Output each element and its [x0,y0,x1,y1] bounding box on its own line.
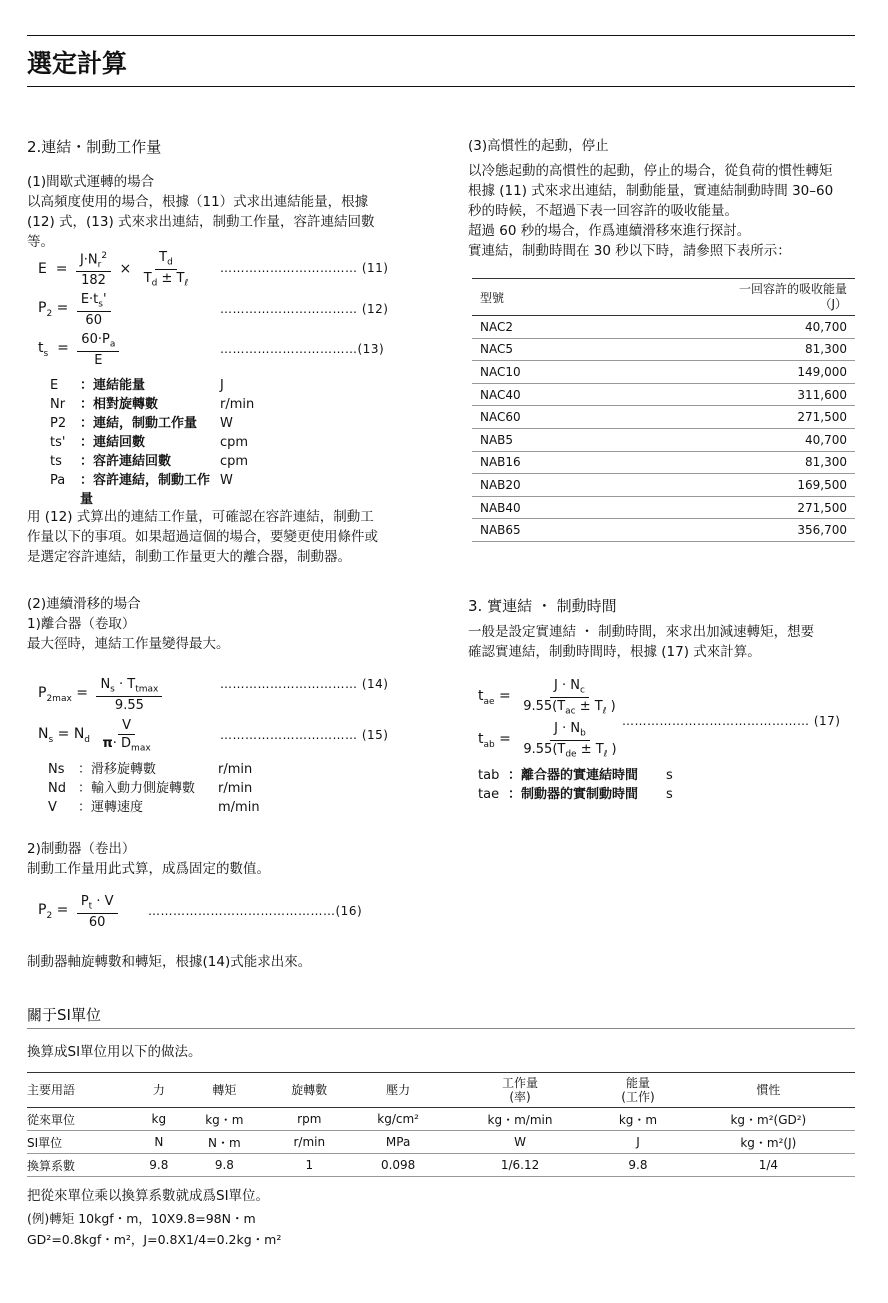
page-title: 選定計算 [27,49,128,78]
high-inertia-line4: 超過 60 秒的場合，作爲連續滑移來進行探討。 [468,223,751,239]
para1-line1: 以高頻度使用的場合，根據（11）式求出連結能量，根據 [27,194,369,210]
table-cell: 從來單位 [27,1108,137,1131]
table-cell: r/min [268,1131,350,1154]
column-header: 工作量 (率) [446,1073,594,1108]
para2-line1: 用 (12) 式算出的連結工作量，可確認在容許連結，制動工 [27,509,374,525]
table-row [472,406,855,429]
column-header-energy: 一回容許的吸收能量 （J） [592,279,855,316]
si-note-3: GD²=0.8kgf・m²，J=0.8X1/4=0.2kg・m² [27,1232,282,1247]
definition-row: tab ：離合器的實連結時間 s [478,768,673,783]
subsection-2-title: (2)連續滑移的場合 [27,596,141,612]
para1-line2: (12) 式，(13) 式來求出連結，制動工作量，容許連結回數 [27,214,375,230]
model-cell: NAB16 [472,451,592,474]
energy-cell: 81,300 [592,451,855,474]
table-row [472,519,855,542]
energy-cell: 311,600 [592,383,855,406]
table-cell: kg・m/min [446,1108,594,1131]
model-cell: NAC60 [472,406,592,429]
high-inertia-line2: 根據 (11) 式來求出連結，制動能量，實連結制動時間 30–60 [468,183,834,199]
table-cell: W [446,1131,594,1154]
energy-cell: 271,500 [592,406,855,429]
high-inertia-line3: 秒的時候，不超過下表一回容許的吸收能量。 [468,203,738,219]
table-cell: kg・m²(GD²) [682,1108,855,1131]
definition-row: ts' ：連結回數 cpm [50,435,249,450]
energy-cell: 40,700 [592,428,855,451]
title-rule [27,86,855,87]
column-header: 壓力 [350,1073,445,1108]
si-heading: 關于SI單位 [27,1006,101,1024]
formula-17-tag: (17) [813,714,841,728]
table-cell: kg・m [594,1108,681,1131]
energy-cell: 271,500 [592,496,855,519]
si-note-2: (例)轉矩 10kgf・m，10X9.8=98N・m [27,1211,256,1226]
high-inertia-line1: 以冷態起動的高慣性的起動，停止的場合，從負荷的慣性轉矩 [468,163,833,179]
table-cell: 1 [268,1154,350,1177]
formula-13-tag: (13) [357,342,385,356]
table-row [472,338,855,361]
brake-title: 2)制動器（卷出） [27,841,136,857]
symbol-definitions [50,376,254,509]
brake-text: 制動工作量用此式算，成爲固定的數值。 [27,861,270,877]
table-cell: 0.098 [350,1154,445,1177]
para2-line3: 是選定容許連結，制動工作量更大的離合器，制動器。 [27,549,351,565]
si-intro: 換算成SI單位用以下的做法。 [27,1044,202,1060]
high-inertia-line5: 實連結，制動時間在 30 秒以下時，請參照下表所示： [468,243,791,259]
table-cell: 1/6.12 [446,1154,594,1177]
section-2-heading: 2.連結・制動工作量 [27,138,162,156]
table-row [472,428,855,451]
formula-15: $N_s = N_d$ $\frac{V}{\pi\cdot D_{max}}$ [38,718,151,754]
time-definitions [478,766,673,804]
table-cell: kg・m²(J) [682,1131,855,1154]
definition-row: ts ：容許連結回數 cpm [50,454,249,469]
clutch-definitions [48,760,260,817]
definition-row: Nd ：輸入動力側旋轉數 r/min [48,781,253,796]
para1-line3: 等。 [27,234,54,250]
model-cell: NAB20 [472,474,592,497]
formula-14: $P_{2max}$ = $\frac{N_s \cdot T_{tmax}}{9.55}$ [38,677,166,713]
brake-note: 制動器軸旋轉數和轉矩，根據(14)式能求出來。 [27,954,312,970]
formula-12-tag: (12) [361,302,389,316]
table-cell: MPa [350,1131,445,1154]
clutch-text: 最大徑時，連結工作量變得最大。 [27,636,230,652]
formula-16: $P_2$ = $\frac{P_t \cdot V}{60}$ [38,894,122,930]
section-3-heading: 3. 實連結 ・ 制動時間 [468,597,617,615]
clutch-title: 1)離合器（卷取） [27,616,136,632]
definition-row: P2 ：連結，制動工作量 W [50,416,233,431]
table-cell: kg・m [181,1108,268,1131]
definition-row: Nr ：相對旋轉數 r/min [50,397,255,412]
energy-cell: 40,700 [592,316,855,339]
formula-17-leader: ……………………………………… (17) [622,714,841,728]
table-row [472,474,855,497]
section-3-line2: 確認實連結，制動時間時，根據 (17) 式來計算。 [468,644,761,660]
table-row [27,1154,855,1177]
formula-12-leader: …………………………… (12) [220,302,389,316]
formula-17a: $t_{ae}$ = $\frac{J \cdot N_c}{9.55(T_{ac} \pm T_\ell )}$ [478,678,616,717]
table-cell: 9.8 [594,1154,681,1177]
formula-13: $t_s$ = $\frac{60\cdot P_a}{E}$ [38,332,123,368]
si-conversion-table [27,1072,855,1177]
formula-17b: $t_{ab}$ = $\frac{J \cdot N_b}{9.55(T_{de} \pm T_\ell )}$ [478,721,617,760]
table-cell: kg/cm² [350,1108,445,1131]
column-header-model: 型號 [472,279,592,316]
table-header-row [472,279,855,316]
subsection-1-title: (1)間歇式運轉的場合 [27,174,155,190]
definition-row: E ：連結能量 J [50,378,224,393]
column-header: 主要用語 [27,1073,137,1108]
section-3-line1: 一般是設定實連結 ・ 制動時間，來求出加減速轉矩，想要 [468,624,815,640]
table-row [27,1131,855,1154]
column-header: 慣性 [682,1073,855,1108]
table-row [472,361,855,384]
top-rule [27,35,855,36]
si-rule [27,1028,855,1029]
column-header: 旋轉數 [268,1073,350,1108]
formula-15-tag: (15) [361,728,389,742]
model-cell: NAB5 [472,428,592,451]
si-note-1: 把從來單位乘以換算系數就成爲SI單位。 [27,1188,270,1204]
para2-line2: 作量以下的事項。如果超過這個的場合，要變更使用條件或 [27,529,378,545]
formula-16-leader: ………………………………………(16) [148,904,363,918]
table-row [472,496,855,519]
model-cell: NAB65 [472,519,592,542]
table-row [472,316,855,339]
column-header: 能量 (工作) [594,1073,681,1108]
model-cell: NAC10 [472,361,592,384]
definition-row: tae ：制動器的實制動時間 s [478,787,673,802]
energy-cell: 81,300 [592,338,855,361]
formula-13-leader: ……………………………(13) [220,342,385,356]
table-cell: rpm [268,1108,350,1131]
table-cell: 9.8 [181,1154,268,1177]
table-cell: SI單位 [27,1131,137,1154]
table-header-row [27,1073,855,1108]
table-cell: 1/4 [682,1154,855,1177]
table-cell: kg [137,1108,181,1131]
definition-row: Ns ：滑移旋轉數 r/min [48,762,253,777]
model-cell: NAB40 [472,496,592,519]
table-cell: 9.8 [137,1154,181,1177]
formula-16-tag: (16) [335,904,363,918]
formula-15-leader: …………………………… (15) [220,728,389,742]
table-cell: N [137,1131,181,1154]
high-inertia-title: (3)高慣性的起動，停止 [468,138,609,154]
table-cell: N・m [181,1131,268,1154]
energy-cell: 356,700 [592,519,855,542]
column-header: 轉矩 [181,1073,268,1108]
table-cell: 換算系數 [27,1154,137,1177]
model-cell: NAC40 [472,383,592,406]
energy-cell: 169,500 [592,474,855,497]
definition-row: Pa ：容許連結，制動工作量 W [50,473,233,507]
model-cell: NAC2 [472,316,592,339]
table-row [472,383,855,406]
table-cell: J [594,1131,681,1154]
energy-cell: 149,000 [592,361,855,384]
table-row [27,1108,855,1131]
model-cell: NAC5 [472,338,592,361]
column-header: 力 [137,1073,181,1108]
table-row [472,451,855,474]
formula-12: $P_2$ = $\frac{E\cdot t_s'}{60}$ [38,292,115,328]
formula-14-tag: (14) [361,677,389,691]
formula-11: E = $\frac{J\cdot N_r^2}{182}$ × $\frac{T_d}{T_d \pm T_\ell}$ [38,250,189,289]
formula-11-leader: …………………………… (11) [220,261,389,275]
definition-row: V ：運轉速度 m/min [48,800,260,815]
formula-14-leader: …………………………… (14) [220,677,389,691]
absorption-energy-table [472,278,855,542]
formula-11-tag: (11) [361,261,389,275]
